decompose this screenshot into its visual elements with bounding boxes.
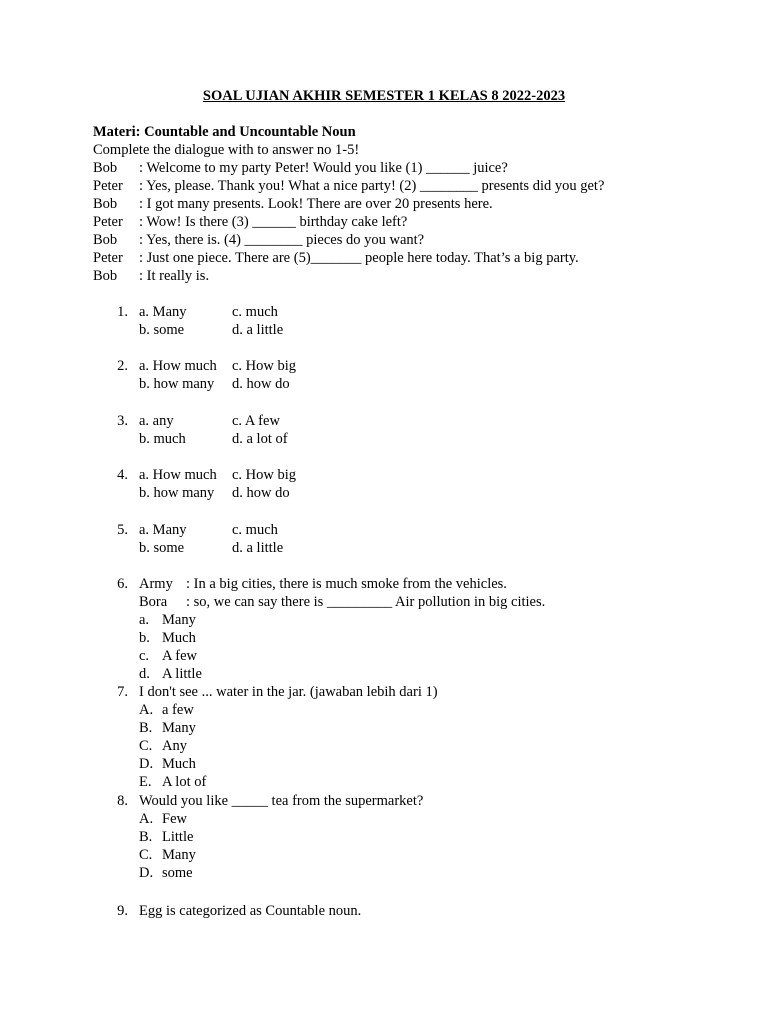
question-text: Would you like _____ tea from the supermarket? (139, 793, 424, 809)
dialogue-line: : Welcome to my party Peter! Would you like (1) ______ juice? (139, 160, 508, 176)
question-text: I don't see ... water in the jar. (jawaban lebih dari 1) (139, 684, 438, 700)
question-number: 4. (117, 467, 128, 483)
dialogue-line: : Yes, there is. (4) ________ pieces do you want? (139, 232, 425, 248)
dialogue-line: : I got many presents. Look! There are over 20 presents here. (139, 196, 493, 212)
question-number: 5. (117, 522, 128, 538)
option-marker: A. (139, 811, 154, 827)
dialogue-line: : Wow! Is there (3) ______ birthday cake left? (139, 214, 408, 230)
option-text: Many (162, 847, 196, 863)
option-text: Many (162, 612, 196, 628)
dialogue-speaker: Bob (93, 196, 118, 212)
option-marker: C. (139, 738, 153, 754)
option-a: a. Many (139, 304, 187, 320)
question-text: Egg is categorized as Countable noun. (139, 903, 362, 919)
option-c: c. much (232, 304, 278, 320)
speaker-line: : so, we can say there is _________ Air pollution in big cities. (186, 594, 546, 610)
option-a: a. any (139, 413, 174, 429)
question-number: 9. (117, 903, 128, 919)
dialogue-speaker: Bob (93, 160, 118, 176)
question-number: 1. (117, 304, 128, 320)
option-text: Little (162, 829, 194, 845)
option-marker: d. (139, 666, 150, 682)
speaker-line: : In a big cities, there is much smoke from the vehicles. (186, 576, 507, 592)
option-marker: E. (139, 774, 152, 790)
dialogue-line: : Yes, please. Thank you! What a nice party! (2) ________ presents did you get? (139, 178, 605, 194)
question-number: 8. (117, 793, 128, 809)
speaker-name: Army (139, 576, 173, 592)
option-text: A little (162, 666, 202, 682)
option-text: A few (162, 648, 198, 664)
option-marker: D. (139, 865, 154, 881)
dialogue-speaker: Peter (93, 214, 123, 230)
option-marker: a. (139, 612, 150, 628)
option-c: c. How big (232, 467, 297, 483)
dialogue-speaker: Peter (93, 178, 123, 194)
option-b: b. some (139, 540, 185, 556)
option-d: d. a lot of (232, 431, 288, 447)
option-text: Much (162, 630, 196, 646)
question-number: 7. (117, 684, 128, 700)
option-a: a. How much (139, 467, 217, 483)
option-b: b. some (139, 322, 185, 338)
materi-heading: Materi: Countable and Uncountable Noun (93, 124, 356, 140)
option-text: Much (162, 756, 196, 772)
option-c: c. A few (232, 413, 280, 429)
option-d: d. how do (232, 485, 290, 501)
dialogue-line: : It really is. (139, 268, 210, 284)
option-c: c. How big (232, 358, 297, 374)
option-text: a few (162, 702, 194, 718)
option-c: c. much (232, 522, 278, 538)
document-title: SOAL UJIAN AKHIR SEMESTER 1 KELAS 8 2022-2023 (202, 88, 566, 104)
dialogue-speaker: Bob (93, 232, 118, 248)
option-d: d. how do (232, 376, 290, 392)
option-marker: b. (139, 630, 150, 646)
question-number: 3. (117, 413, 128, 429)
question-number: 2. (117, 358, 128, 374)
option-text: some (162, 865, 193, 881)
option-marker: c. (139, 648, 150, 664)
option-text: A lot of (162, 774, 207, 790)
option-marker: C. (139, 847, 153, 863)
dialogue-speaker: Peter (93, 250, 123, 266)
dialogue-line: : Just one piece. There are (5)_______ people here today. That’s a big party. (139, 250, 579, 266)
option-a: a. Many (139, 522, 187, 538)
question-number: 6. (117, 576, 128, 592)
option-b: b. much (139, 431, 186, 447)
option-marker: B. (139, 829, 153, 845)
option-marker: A. (139, 702, 154, 718)
option-text: Many (162, 720, 196, 736)
option-b: b. how many (139, 485, 215, 501)
option-marker: B. (139, 720, 153, 736)
option-a: a. How much (139, 358, 217, 374)
instruction-text: Complete the dialogue with to answer no 1-5! (93, 142, 360, 158)
option-text: Few (162, 811, 187, 827)
option-d: d. a little (232, 540, 284, 556)
option-d: d. a little (232, 322, 284, 338)
option-text: Any (162, 738, 187, 754)
option-marker: D. (139, 756, 154, 772)
speaker-name: Bora (139, 594, 168, 610)
dialogue-speaker: Bob (93, 268, 118, 284)
option-b: b. how many (139, 376, 215, 392)
